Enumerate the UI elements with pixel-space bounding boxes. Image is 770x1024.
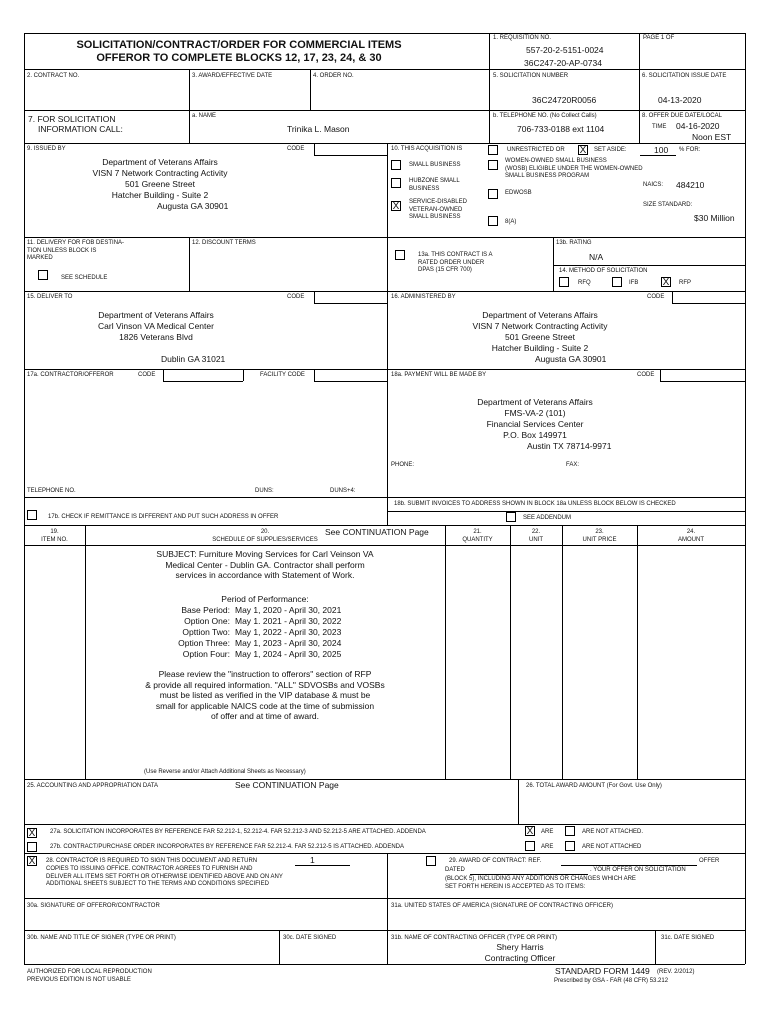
payment-fax-label: FAX: [566,462,580,468]
eight-a-label: 8(A) [505,219,517,225]
administered-by-line-2: VISN 7 Network Contracting Activity [472,321,608,331]
standard-form: STANDARD FORM 1449 [555,966,650,976]
clause-29-text-1: . YOUR OFFER ON SOLICITATION [590,867,686,873]
wosb-checkbox[interactable] [488,160,498,170]
col-schedule: 20. SCHEDULE OF SUPPLIES/SERVICES [212,529,318,543]
size-standard-label: SIZE STANDARD: [643,202,693,208]
small-business-checkbox[interactable] [391,160,401,170]
are-not-27a-checkbox[interactable] [565,826,575,836]
size-standard: $30 Million [694,213,735,223]
contractor-code-label: CODE [138,372,156,378]
clause-29-offer: OFFER [699,858,720,864]
issued-by-line-4: Hatcher Building - Suite 2 [111,190,209,200]
period-name-3: Option Three: [178,638,230,648]
are-27a-label: ARE [541,829,554,835]
rated-order-checkbox[interactable] [395,250,405,260]
small-business-label: SMALL BUSINESS [409,162,461,168]
unrestricted-checkbox[interactable] [488,145,498,155]
see-addendum-checkbox[interactable] [506,512,516,522]
naics-code: 484210 [676,180,705,190]
payment-phone-label: PHONE: [391,462,415,468]
phone-label: b. TELEPHONE NO. (No Collect Calls) [493,113,597,119]
see-schedule-checkbox[interactable] [38,270,48,280]
period-range-3: May 1, 2023 - April 30, 2024 [235,638,342,648]
clause-29-dated: DATED [445,867,465,873]
due-date: 04-16-2020 [676,121,720,131]
signature-officer-label: 31a. UNITED STATES OF AMERICA (SIGNATURE OF CONTRACTING OFFICER) [391,903,614,909]
rfp-checkbox[interactable]: X [662,277,670,288]
deliver-to-code-label: CODE [287,294,305,300]
requisition-label: 1. REQUISITION NO. [493,35,552,41]
period-range-0: May 1, 2020 - April 30, 2021 [235,605,342,615]
administered-by-city: Augusta GA 30901 [535,354,607,364]
total-award-label: 26. TOTAL AWARD AMOUNT (For Govt. Use Only) [526,783,662,789]
sdvosb-label: SERVICE-DISABLED VETERAN-OWNED SMALL BUSINESS [409,199,467,220]
hubzone-checkbox[interactable] [391,178,401,188]
setaside-label: SET ASIDE: [594,147,627,153]
solicitation-number-label: 5. SOLICITATION NUMBER [493,73,569,79]
officer-date-label: 31c. DATE SIGNED [661,935,715,941]
payment-code-label: CODE [637,372,655,378]
name-label: a. NAME [192,113,217,119]
form-revision: (REV. 2/2012) [657,969,695,975]
wosb-label: WOMEN-OWNED SMALL BUSINESS (WOSB) ELIGIBLE UNDER THE WOMEN-OWNED SMALL BUSINESS PROGRAM [505,158,643,179]
notice-text: Please review the "instruction to offerors" section of RFP & provide all required information. "ALL" SDVOSBs and VOSBs must be listed as verified in the VIP database & must be small for applicable NAICS code at the time of submission of offer and at time of award. [145,669,385,721]
issue-date-label: 6. SOLICITATION ISSUE DATE [642,73,727,79]
rfq-label: RFQ [578,280,591,286]
delivery-label: 11. DELIVERY FOR FOB DESTINA- TION UNLESS BLOCK IS MARKED [27,240,125,261]
form-subtitle: OFFEROR TO COMPLETE BLOCKS 12, 17, 23, 24, & 30 [96,52,382,64]
ifb-label: IFB [629,280,639,286]
rated-order-label: 13a. THIS CONTRACT IS A RATED ORDER UNDER DPAS (15 CFR 700) [418,252,493,273]
deliver-to-line-3: 1826 Veterans Blvd [119,332,193,342]
are-not-27b-checkbox[interactable] [565,841,575,851]
rfp-label: RFP [679,280,691,286]
clause-28-checkbox[interactable]: X [28,856,36,867]
period-name-1: Option One: [184,616,230,626]
period-name-0: Base Period: [181,605,230,615]
remittance-checkbox[interactable] [27,510,37,520]
issued-by-city: Augusta GA 30901 [157,201,229,211]
signature-offeror-label: 30a. SIGNATURE OF OFFEROR/CONTRACTOR [27,903,160,909]
deliver-to-line-2: Carl Vinson VA Medical Center [98,321,214,331]
rating-value: N/A [589,252,604,262]
method-label: 14. METHOD OF SOLICITATION [559,268,648,274]
reverse-note: (Use Reverse and/or Attach Additional Sheets as Necessary) [144,769,306,775]
col-quantity: 21. QUANTITY [462,529,493,543]
deliver-to-line-1: Department of Veterans Affairs [98,310,214,320]
administered-by-line-1: Department of Veterans Affairs [482,310,598,320]
administered-by-line-4: Hatcher Building - Suite 2 [491,343,589,353]
issue-date: 04-13-2020 [658,95,702,105]
discount-label: 12. DISCOUNT TERMS [192,240,256,246]
duns4-label: DUNS+4: [330,488,356,494]
edwosb-checkbox[interactable] [488,189,498,199]
are-27b-checkbox[interactable] [525,841,535,851]
period-range-2: May 1, 2022 - April 30, 2023 [235,627,342,637]
see-schedule-label: SEE SCHEDULE [61,275,108,281]
naics-label: NAICS: [643,182,664,188]
payment-line-1: Department of Veterans Affairs [477,397,593,407]
col-amount: 24. AMOUNT [678,529,704,543]
award-date-label: 3. AWARD/EFFECTIVE DATE [192,73,273,79]
officer-title: Contracting Officer [484,953,556,963]
requisition-number-2: 36C247-20-AP-0734 [524,58,602,68]
contact-phone: 706-733-0188 ext 1104 [517,124,605,134]
facility-code-label: FACILITY CODE [260,372,305,378]
deliver-to-city: Dublin GA 31021 [161,354,226,364]
rating-label: 13b. RATING [556,240,592,246]
administered-by-label: 16. ADMINISTERED BY [391,294,456,300]
eight-a-checkbox[interactable] [488,216,498,226]
hubzone-label: HUBZONE SMALL BUSINESS [409,178,460,192]
schedule-continuation: See CONTINUATION Page [325,527,429,537]
col-item-no: 19. ITEM NO. [41,529,68,543]
administered-by-code-label: CODE [647,294,665,300]
issued-by-line-3: 501 Greene Street [125,179,195,189]
are-not-27a-label: ARE NOT ATTACHED. [582,829,644,835]
period-name-2: Opttion Two: [182,627,230,637]
clause-27b-checkbox[interactable] [27,842,37,852]
unrestricted-label: UNRESTRICTED OR [507,147,565,153]
accounting-continuation: See CONTINUATION Page [235,780,339,790]
accounting-label: 25. ACCOUNTING AND APPROPRIATION DATA [27,783,159,789]
solicitation-number: 36C24720R0056 [532,95,597,105]
prescribed-by: Prescribed by GSA - FAR (48 CFR) 53.212 [554,978,669,984]
deliver-to-label: 15. DELIVER TO [27,294,73,300]
payment-line-4: P.O. Box 149971 [503,430,567,440]
submit-invoices-label: 18b. SUBMIT INVOICES TO ADDRESS SHOWN IN BLOCK 18a UNLESS BLOCK BELOW IS CHECKED [394,501,676,507]
setaside-checkbox[interactable]: X [579,145,587,156]
ifb-checkbox[interactable] [612,277,622,287]
time-label: TIME [652,124,667,130]
remittance-label: 17b. CHECK IF REMITTANCE IS DIFFERENT AND PUT SUCH ADDRESS IN OFFER [48,514,279,520]
payment-line-2: FMS-VA-2 (101) [504,408,566,418]
are-27b-label: ARE [541,844,554,850]
payment-city: Austin TX 78714-9971 [527,441,612,451]
footer-reproduction: AUTHORIZED FOR LOCAL REPRODUCTION PREVIOUS EDITION IS NOT USABLE [27,969,152,983]
officer-name-label: 31b. NAME OF CONTRACTING OFFICER (TYPE OR PRINT) [391,935,558,941]
clause-27a-checkbox[interactable]: X [28,828,36,839]
payment-label: 18a. PAYMENT WILL BE MADE BY [391,372,487,378]
contract-no-label: 2. CONTRACT NO. [27,73,80,79]
duns-label: DUNS: [255,488,274,494]
period-range-1: May 1. 2021 - April 30, 2022 [235,616,342,626]
edwosb-label: EDWOSB [505,190,532,196]
issued-by-line-1: Department of Veterans Affairs [102,157,218,167]
offeror-date-label: 30c. DATE SIGNED [283,935,337,941]
sdvosb-checkbox[interactable]: X [392,201,400,212]
issued-by-line-2: VISN 7 Network Contracting Activity [92,168,228,178]
issued-by-label: 9. ISSUED BY [27,146,66,152]
order-no-label: 4. ORDER NO. [313,73,354,79]
are-27a-checkbox[interactable]: X [526,826,534,837]
setaside-percent: 100 [654,145,669,155]
clause-29-text-2: (BLOCK 5), INCLUDING ANY ADDITIONS OR CHANGES WHICH ARE SET FORTH HEREIN IS ACCEPTED AS TO ITEMS: [445,876,636,890]
percent-for-label: % FOR: [679,147,701,153]
info-call-label-1: 7. FOR SOLICITATION [28,114,116,124]
payment-line-3: Financial Services Center [486,419,584,429]
signer-name-label: 30b. NAME AND TITLE OF SIGNER (TYPE OR PRINT) [27,935,176,941]
clause-27b: 27b. CONTRACT/PURCHASE ORDER INCORPORATES BY REFERENCE FAR 52.212-4. FAR 52.212-5 IS ATTACHED. ADDENDA [50,844,404,850]
see-addendum-label: SEE ADDENDUM [523,515,572,521]
clause-28-text: COPIES TO ISSUING OFFICE. CONTRACTOR AGREES TO FURNISH AND DELIVER ALL ITEMS SET FORTH OR OTHERWISE IDENTIFIED ABOVE AND ON ANY ADDITIONAL SHEETS SUBJECT TO THE TERMS AND CONDITIONS SPECIFIED [46,866,283,887]
due-time: Noon EST [692,132,732,142]
requisition-number-1: 557-20-2-5151-0024 [526,45,604,55]
acquisition-label: 10. THIS ACQUISITION IS [391,146,463,152]
clause-29-checkbox[interactable] [426,856,436,866]
are-not-27b-label: ARE NOT ATTACHED [582,844,642,850]
telephone-label: TELEPHONE NO. [27,488,76,494]
due-date-label: 8. OFFER DUE DATE/LOCAL [642,113,722,119]
subject-text: SUBJECT: Furniture Moving Services for Carl Veinson VA Medical Center - Dublin GA. Contractor shall perform services in accordance with Statement of Work. [156,549,374,580]
col-unit-price: 23. UNIT PRICE [582,529,617,543]
period-title: Period of Performance: [221,594,309,604]
period-name-4: Option Four: [182,649,230,659]
contact-name: Trinika L. Mason [287,124,350,134]
clause-29: 29. AWARD OF CONTRACT: REF. [449,858,542,864]
clause-28: 28. CONTRACTOR IS REQUIRED TO SIGN THIS DOCUMENT AND RETURN [46,858,258,864]
clause-27a: 27a. SOLICITATION INCORPORATES BY REFERENCE FAR 52.212-1, 52.212-4. FAR 52.212-3 AND 52.212-5 ARE ATTACHED. ADDENDA [50,829,426,835]
page-label: PAGE 1 OF [643,35,675,41]
col-unit: 22. UNIT [529,529,543,543]
issued-by-code-label: CODE [287,146,305,152]
clause-28-copies: 1 [310,855,315,865]
info-call-label-2: INFORMATION CALL: [38,124,123,134]
form-title: SOLICITATION/CONTRACT/ORDER FOR COMMERCIAL ITEMS [76,39,402,51]
rfq-checkbox[interactable] [559,277,569,287]
period-range-4: May 1, 2024 - April 30, 2025 [235,649,342,659]
contractor-label: 17a. CONTRACTOR/OFFEROR [27,372,114,378]
officer-name: Shery Harris [496,942,544,952]
administered-by-line-3: 501 Greene Street [505,332,575,342]
